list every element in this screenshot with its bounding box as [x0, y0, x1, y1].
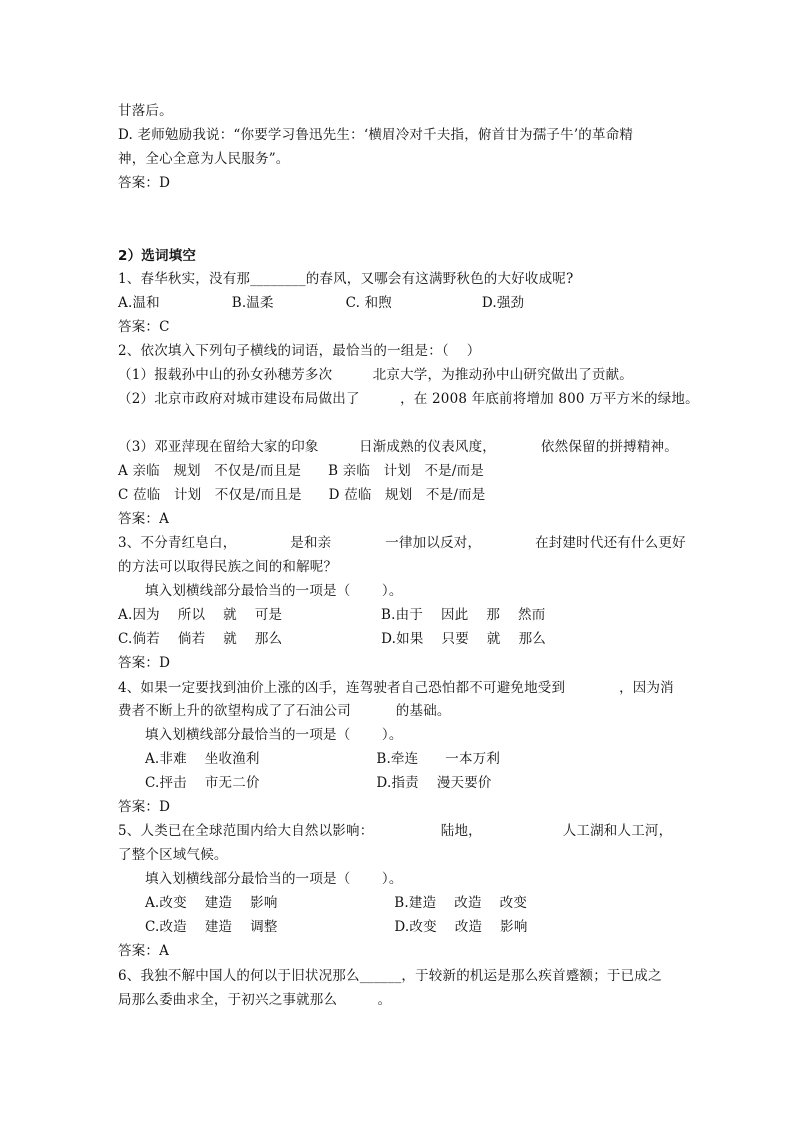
q2-answer: 答案：A [118, 511, 170, 527]
q2-options-cd: C 莅临 计划 不仅是/而且是 D 莅临 规划 不是/而是 [118, 487, 486, 503]
q4-stem-2: 费者不断上升的欲望构成了了石油公司 的基础。 [118, 703, 451, 719]
q1-answer: 答案：C [118, 319, 170, 335]
q4-options-ab: A.非难 坐收渔利 B.牵连 一本万利 [118, 751, 501, 767]
q6-stem-1: 6、我独不解中国人的何以于旧状况那么______，于较新的机运是那么疾首蹙额；于已成之 [118, 968, 662, 984]
q1-stem: 1、春华秋实，没有那________的春风，又哪会有这满野秋色的大好收成呢? [118, 271, 574, 287]
q4-answer: 答案：D [118, 799, 171, 815]
q3-answer: 答案：D [118, 655, 171, 671]
q3-stem-1: 3、不分青红皂白， 是和亲 一律加以反对， 在封建时代还有什么更好 [118, 535, 686, 551]
q2-sentence-3: （3）邓亚萍现在留给大家的印象 日渐成熟的仪表风度， 依然保留的拼搏精神。 [118, 439, 678, 455]
q5-answer: 答案：A [118, 943, 170, 959]
q1-options: A.温和 B.温柔 C. 和煦 D.强劲 [118, 295, 525, 311]
prev-question-line-3: 神，全心全意为人民服务”。 [118, 151, 290, 167]
q2-stem: 2、依次填入下列句子横线的词语，最恰当的一组是：（ ） [118, 343, 481, 359]
q2-sentence-2: （2）北京市政府对城市建设布局做出了 ，在 2008 年底前将增加 800 万平方米的绿地。 [118, 391, 699, 407]
q2-sentence-1: （1）报载孙中山的孙女孙穗芳多次 北京大学，为推动孙中山研究做出了贡献。 [118, 367, 634, 383]
section-title: 2）选词填空 [118, 248, 197, 264]
q3-prompt: 填入划横线部分最恰当的一项是（ ）。 [118, 583, 403, 599]
q4-prompt: 填入划横线部分最恰当的一项是（ ）。 [118, 727, 403, 743]
q5-options-cd: C.改造 建造 调整 D.改变 改造 影响 [118, 919, 528, 935]
q2-options-ab: A 亲临 规划 不仅是/而且是 B 亲临 计划 不是/而是 [118, 463, 484, 479]
q3-options-cd: C.倘若 倘若 就 那么 D.如果 只要 就 那么 [118, 631, 546, 647]
q4-stem-1: 4、如果一定要找到油价上涨的凶手，连驾驶者自己恐怕都不可避免地受到 ，因为消 [118, 680, 674, 696]
prev-question-line-1: 甘落后。 [118, 103, 173, 119]
q3-stem-2: 的方法可以取得民族之间的和解呢？ [118, 559, 338, 575]
prev-question-answer: 答案：D [118, 175, 171, 191]
q3-options-ab: A.因为 所以 就 可是 B.由于 因此 那 然而 [118, 607, 546, 623]
q4-options-cd: C.抨击 市无二价 D.指责 漫天要价 [118, 775, 492, 791]
q6-stem-2: 局那么委曲求全，于初兴之事就那么 。 [118, 992, 392, 1008]
q5-prompt: 填入划横线部分最恰当的一项是（ ）。 [118, 871, 403, 887]
prev-question-line-2: D. 老师勉励我说：“你要学习鲁迅先生：‘横眉冷对千夫指，俯首甘为孺子牛’的革命精 [118, 127, 634, 143]
q5-stem-2: 了整个区域气候。 [118, 847, 228, 863]
q5-stem-1: 5、人类已在全球范围内给大自然以影响： 陆地， 人工湖和人工河， [118, 823, 673, 839]
q5-options-ab: A.改变 建造 影响 B.建造 改造 改变 [118, 895, 528, 911]
